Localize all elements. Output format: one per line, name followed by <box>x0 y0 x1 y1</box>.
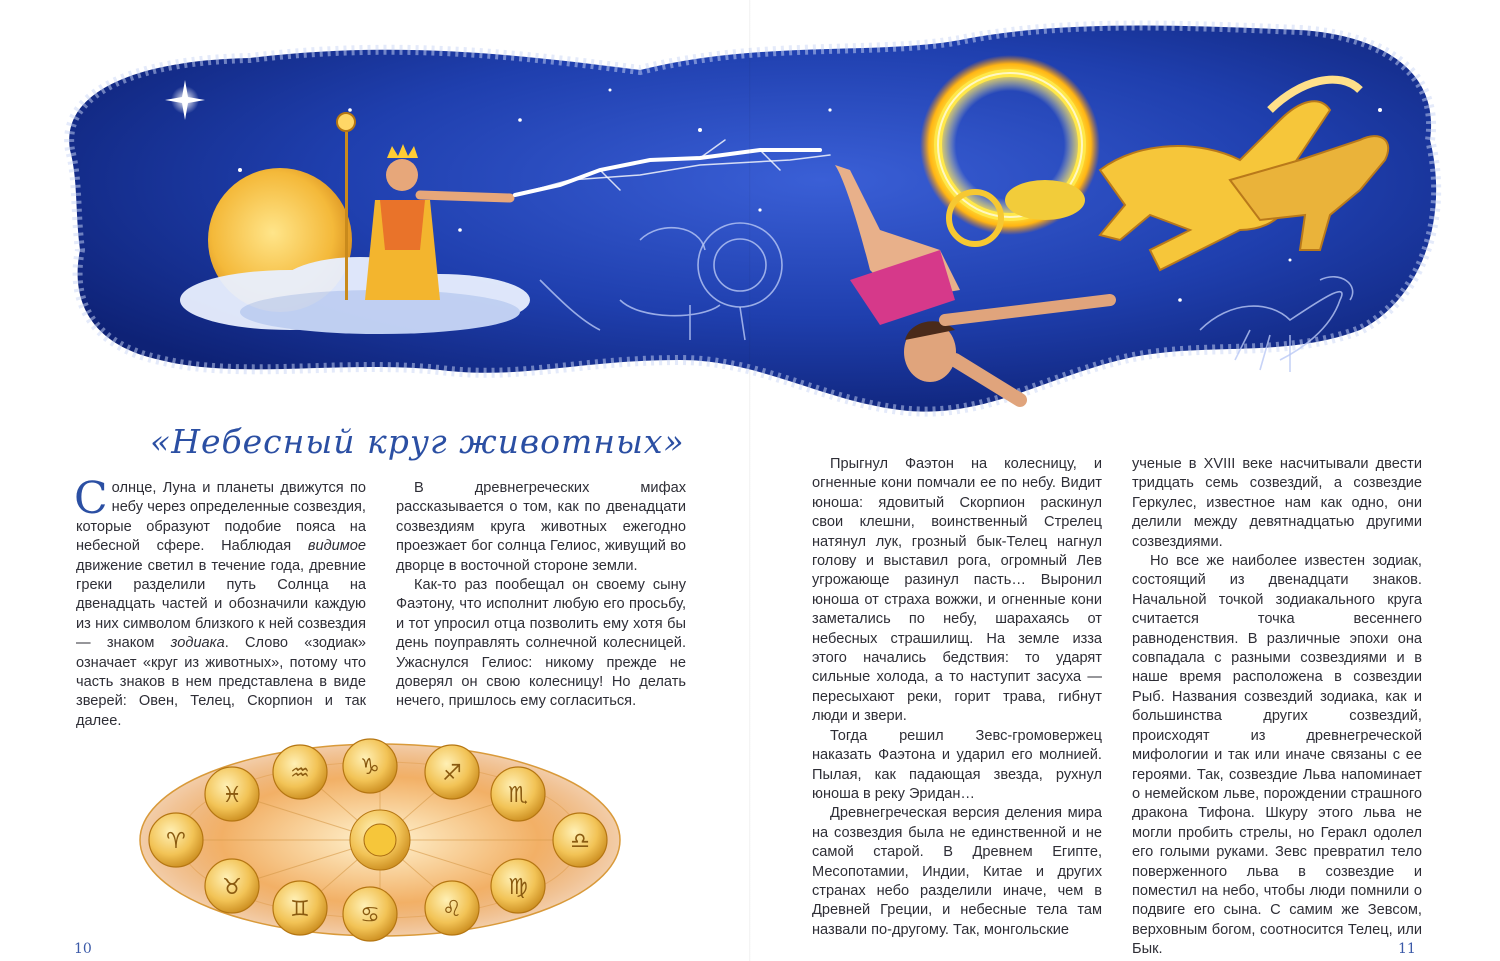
italic-term: зодиака <box>170 635 225 652</box>
svg-text:♎: ♎ <box>570 829 590 854</box>
svg-text:♉: ♉ <box>222 875 242 900</box>
text-column-3 <box>812 455 1102 940</box>
text-column-2 <box>396 479 686 712</box>
zodiac-wheel <box>134 736 626 944</box>
text-run: . Слово «зодиак» означает «круг из животных», потому что часть знаков в нем представлена в виде зверей: Овен, Телец, Скорпион и так далее. <box>76 635 366 729</box>
paragraph: Как-то раз пообещал он своему сыну Фаэтону, что исполнит любую его просьбу, и тот упросил отца позволить ему хотя бы день поуправлять солнечной колесницей. Ужаснулся Гелиос: никому прежде не доверял он свою колесницу! Но делать нечего, пришлось ему согласиться. <box>396 577 686 710</box>
paragraph: Тогда решил Зевс-громовержец наказать Фаэтона и ударил его молнией. Пылая, как падающая звезда, рухнул юноша в реку Эридан… <box>812 727 1102 802</box>
paragraph: Древнегреческая версия деления мира на созвездия была не единственной и не самой старой. В Древнем Египте, Месопотамии, Индии, Китае и других странах небо разделили иначе, чем в Древней Греции, и небесные тела там назвали по-другому. Так, монгольские <box>812 805 1102 938</box>
page-number-right: 11 <box>1398 941 1416 957</box>
drop-cap: С <box>74 473 108 524</box>
svg-text:♑: ♑ <box>360 755 380 780</box>
text-column-4 <box>1132 455 1422 960</box>
svg-text:♐: ♐ <box>442 761 462 786</box>
svg-text:♌: ♌ <box>442 897 462 922</box>
sun-face-icon <box>350 810 410 870</box>
svg-text:♏: ♏ <box>508 783 528 808</box>
svg-text:♓: ♓ <box>222 783 242 808</box>
text-run: движение светил в течение года, древние греки разделили путь Солнца на двенадцать частей и обозначили каждую из них символом близкого к ней созвездия — знаком <box>76 557 366 652</box>
paragraph: Прыгнул Фаэтон на колесницу, и огненные кони помчали ее по небу. Видит юноша: ядовитый Скорпион раскинул свои клешни, воинственный Стрелец натянул лук, грозный бык-Телец нагнул голову и выставил рога, огромный Лев угрожающе разинул пасть… Выронил юноша от страха вожжи, и огненные кони заметались по небу, шарахаясь от небесных страшилищ. На земле изза этого начались бедствия: то ударят сильные холода, а то наступит засуха — пересыхают реки, горит трава, гибнут люди и звери. <box>812 456 1102 725</box>
italic-term: видимое <box>307 538 366 555</box>
text-run: олнце, Луна и планеты движутся по небу через определенные созвездия, которые образуют подобие пояса на небесной сфере. Наблюдая <box>76 480 366 555</box>
svg-text:♒: ♒ <box>290 761 310 786</box>
svg-text:♍: ♍ <box>508 875 528 900</box>
page-number-left: 10 <box>74 941 92 957</box>
paragraph <box>74 473 366 731</box>
svg-text:♈: ♈ <box>166 829 186 854</box>
paragraph: ученые в XVIII веке насчитывали двести тридцать семь созвездий, а созвездие Геркулес, известное нам как одно, они делили между девятнадцатью другими созвездиями. <box>1132 456 1422 550</box>
svg-text:♊: ♊ <box>290 897 310 922</box>
svg-text:♋: ♋ <box>360 903 380 928</box>
page-title: «Небесный круг животных» <box>150 422 685 461</box>
text-column-1 <box>74 473 366 731</box>
paragraph: Но все же наиболее известен зодиак, состоящий из двенадцати знаков. Начальной точкой зодиакального круга считается точка весеннего равноденствия. В различные эпохи она совпадала с разными созвездиями и в наше время расположена в созвездии Рыб. Названия созвездий зодиака, как и большинства других созвездий, происходят из древнегреческой мифологии и так или иначе связаны с ее героями. Так, созвездие Льва напоминает о немейском льве, порождении страшного дракона Тифона. Шкуру этого льва не могли пробить стрелы, но Геракл одолел его голыми руками. Зевс превратил тело поверженного льва в созвездие и поместил на небо, чтобы люди помнили о подвиге его сына. С самим же Зевсом, верховным богом, соотносится Телец, или Бык. <box>1132 553 1422 958</box>
paragraph: В древнегреческих мифах рассказывается о том, как по двенадцати созвездиям круга животных ежегодно проезжает бог солнца Гелиос, живущий во дворце в восточной стороне земли. <box>396 480 686 574</box>
page-gutter <box>749 0 751 961</box>
